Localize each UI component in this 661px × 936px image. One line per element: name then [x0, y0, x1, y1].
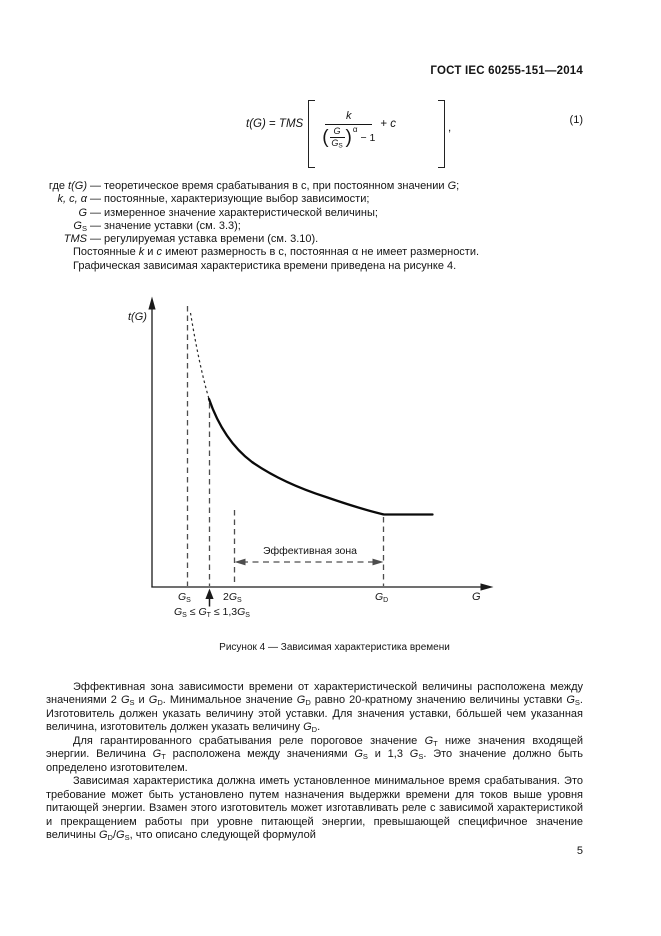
gt-pointer-arrowhead	[205, 589, 213, 600]
note-dimensions: Постоянные k и c имеют размерность в с, постоянная α не имеет размерности.	[73, 246, 480, 259]
para-min-operate-time: Зависимая характеристика должна иметь установленное минимальное время срабатывания. Это требование может быть установлено путем назначения выдержки времени для токов выше уровня питающей энергии. Взамен этого изготовитель может изготавливать реле с зависимой характеристикой и прекращением работы при уровне питающей энергии, превышающей специфичное значение величины $G_D/G_S$, что описано следующей формулой	[46, 775, 583, 842]
fraction-numerator: k	[346, 110, 352, 122]
paren-open: (	[322, 127, 329, 148]
tick-label-2gs: $2G_S$	[223, 591, 242, 604]
where-list	[46, 180, 583, 273]
effective-zone-label: Эффективная зона	[262, 545, 358, 557]
tick-label-gs: $G_S$	[178, 591, 191, 604]
doc-header: ГОСТ IEC 60255-151—2014	[430, 65, 583, 77]
x-axis-label: G	[472, 591, 481, 603]
x-axis-arrowhead	[481, 583, 494, 590]
zone-arrowhead-left	[235, 559, 246, 566]
note-figure-ref: Графическая зависимая характеристика времени приведена на рисунке 4.	[73, 259, 457, 272]
inner-fraction: G $G_S$	[331, 126, 343, 150]
para-threshold: Для гарантированного срабатывания реле пороговое значение $G_T$ ниже значения входящей энергии. Величина $G_T$ расположена между значениями $G_S$ и 1,3 $G_S$. Это значение должно быть определено изготовителем.	[46, 734, 583, 774]
paren-close: )	[345, 127, 352, 148]
figure-caption: Рисунок 4 — Зависимая характеристика времени	[219, 642, 450, 653]
where-row: TMS — регулируемая уставка времени (см. 3.10).	[63, 233, 319, 246]
bracket-left	[308, 100, 315, 168]
equation-comma: ,	[448, 122, 452, 134]
plus-c-term: + c	[380, 118, 397, 130]
page-number: 5	[576, 845, 583, 857]
where-row: где t(G) — теоретическое время срабатывания в с, при постоянном значении G;	[48, 180, 460, 192]
dependent-time-curve	[209, 399, 433, 515]
equation-1	[246, 100, 451, 168]
exponent-alpha: α	[352, 125, 358, 134]
dashed-curve-segment	[191, 313, 210, 399]
y-axis-label: t(G)	[128, 311, 147, 323]
bracket-right	[438, 100, 445, 168]
where-row: G — измеренное значение характеристической величины;	[78, 206, 378, 219]
zone-arrowhead-right	[373, 559, 384, 566]
y-axis-arrowhead	[148, 297, 155, 310]
equation-number: (1)	[569, 114, 583, 126]
where-row: k, c, α — постоянные, характеризующие выбор зависимости;	[57, 193, 370, 206]
equation-lhs: t(G) = TMS	[246, 118, 304, 130]
minus-one: − 1	[360, 131, 376, 144]
body-text	[46, 681, 583, 842]
where-row: $G_S$ — значение уставки (см. 3.3);	[73, 219, 241, 233]
tick-label-gd: $G_D$	[375, 591, 389, 604]
fraction-denominator	[322, 127, 375, 148]
para-effective-zone: Эффективная зона зависимости времени от характеристической величины расположена между значениями 2 $G_S$ и $G_D$. Минимальное значение $G_D$ равно 20-кратному значению величины уставки $G_S$. Изготовитель должен указать величину этой уставки. Для значения уставки, бо́льшей чем указанная величина, изготовитель должен указать величину $G_D$.	[46, 681, 583, 735]
gt-constraint-label: $G_S \le G_T \le 1,3G_S$	[174, 606, 250, 619]
